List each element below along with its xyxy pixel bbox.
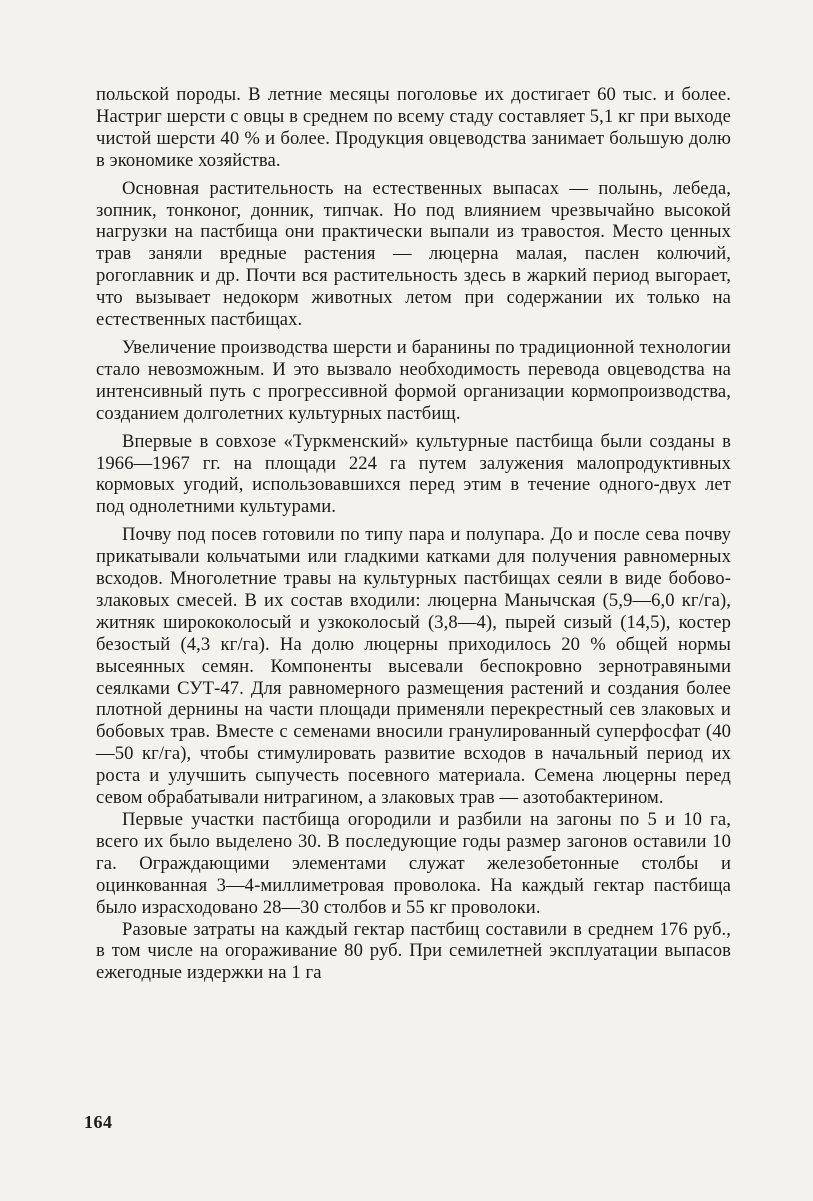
page-number: 164 xyxy=(84,1112,113,1132)
paragraph-sheep-breed: польской породы. В летние месяцы поголовье их достигает 60 тыс. и более. Настриг шерсти с овцы в среднем по всему стаду составляет 5,1 кг при выходе чистой шерсти 40 % и более. Продукция овцеводства занимает большую долю в экономике хозяйства. xyxy=(96,84,731,171)
paragraph-vegetation: Основная растительность на естественных выпасах — полынь, лебеда, зопник, тонконог, донник, типчак. Но под влиянием чрезвычайно высокой нагрузки на пастбища они практически выпали из травостоя. Место ценных трав заняли вредные растения — люцерна малая, паслен колючий, рогоглавник и др. Почти вся растительность здесь в жаркий период выгорает, что вызывает недокорм животных летом при содержании их только на естественных пастбищах. xyxy=(96,177,731,331)
paragraph-production-increase: Увеличение производства шерсти и баранины по традиционной технологии стало невозможным. И это вызвало необходимость перевода овцеводства на интенсивный путь с прогрессивной формой организации кормопроизводства, созданием долголетних культурных пастбищ. xyxy=(96,336,731,424)
paragraph-soil-preparation: Почву под посев готовили по типу пара и полупара. До и после сева почву прикатывали кольчатыми или гладкими катками для получения равномерных всходов. Многолетние травы на культурных пастбищах сеяли в виде бобово-злаковых смесей. В их состав входили: люцерна Манычская (5,9—6,0 кг/га), житняк ширококолосый и узкоколосый (3,8—4), пырей сизый (14,5), костер безостый (4,3 кг/га). На долю люцерны приходилось 20 % общей нормы высеянных семян. Компоненты высевали беспокровно зернотравяными сеялками СУТ-47. Для равномерного размещения растений и создания более плотной дернины на части площади применяли перекрестный сев злаковых и бобовых трав. Вместе с семенами вносили гранулированный суперфосфат (40—50 кг/га), чтобы стимулировать развитие всходов в начальный период их роста и улучшить сыпучесть посевного материала. Семена люцерны перед севом обрабатывали нитрагином, а злаковых трав — азотобактерином. xyxy=(96,524,731,809)
body-text xyxy=(96,84,731,984)
paragraph-fencing: Первые участки пастбища огородили и разбили на загоны по 5 и 10 га, всего их было выделено 30. В последующие годы размер загонов оставили 10 га. Ограждающими элементами служат железобетонные столбы и оцинкованная 3—4-миллиметровая проволока. На каждый гектар пастбища было израсходовано 28—30 столбов и 55 кг проволоки. xyxy=(96,809,731,918)
paragraph-first-pastures: Впервые в совхозе «Туркменский» культурные пастбища были созданы в 1966—1967 гг. на площади 224 га путем залужения малопродуктивных кормовых угодий, использовавшихся перед этим в течение одного-двух лет под однолетними культурами. xyxy=(96,430,731,518)
paragraph-costs: Разовые затраты на каждый гектар пастбищ составили в среднем 176 руб., в том числе на огораживание 80 руб. При семилетней эксплуатации выпасов ежегодные издержки на 1 га xyxy=(96,918,731,984)
